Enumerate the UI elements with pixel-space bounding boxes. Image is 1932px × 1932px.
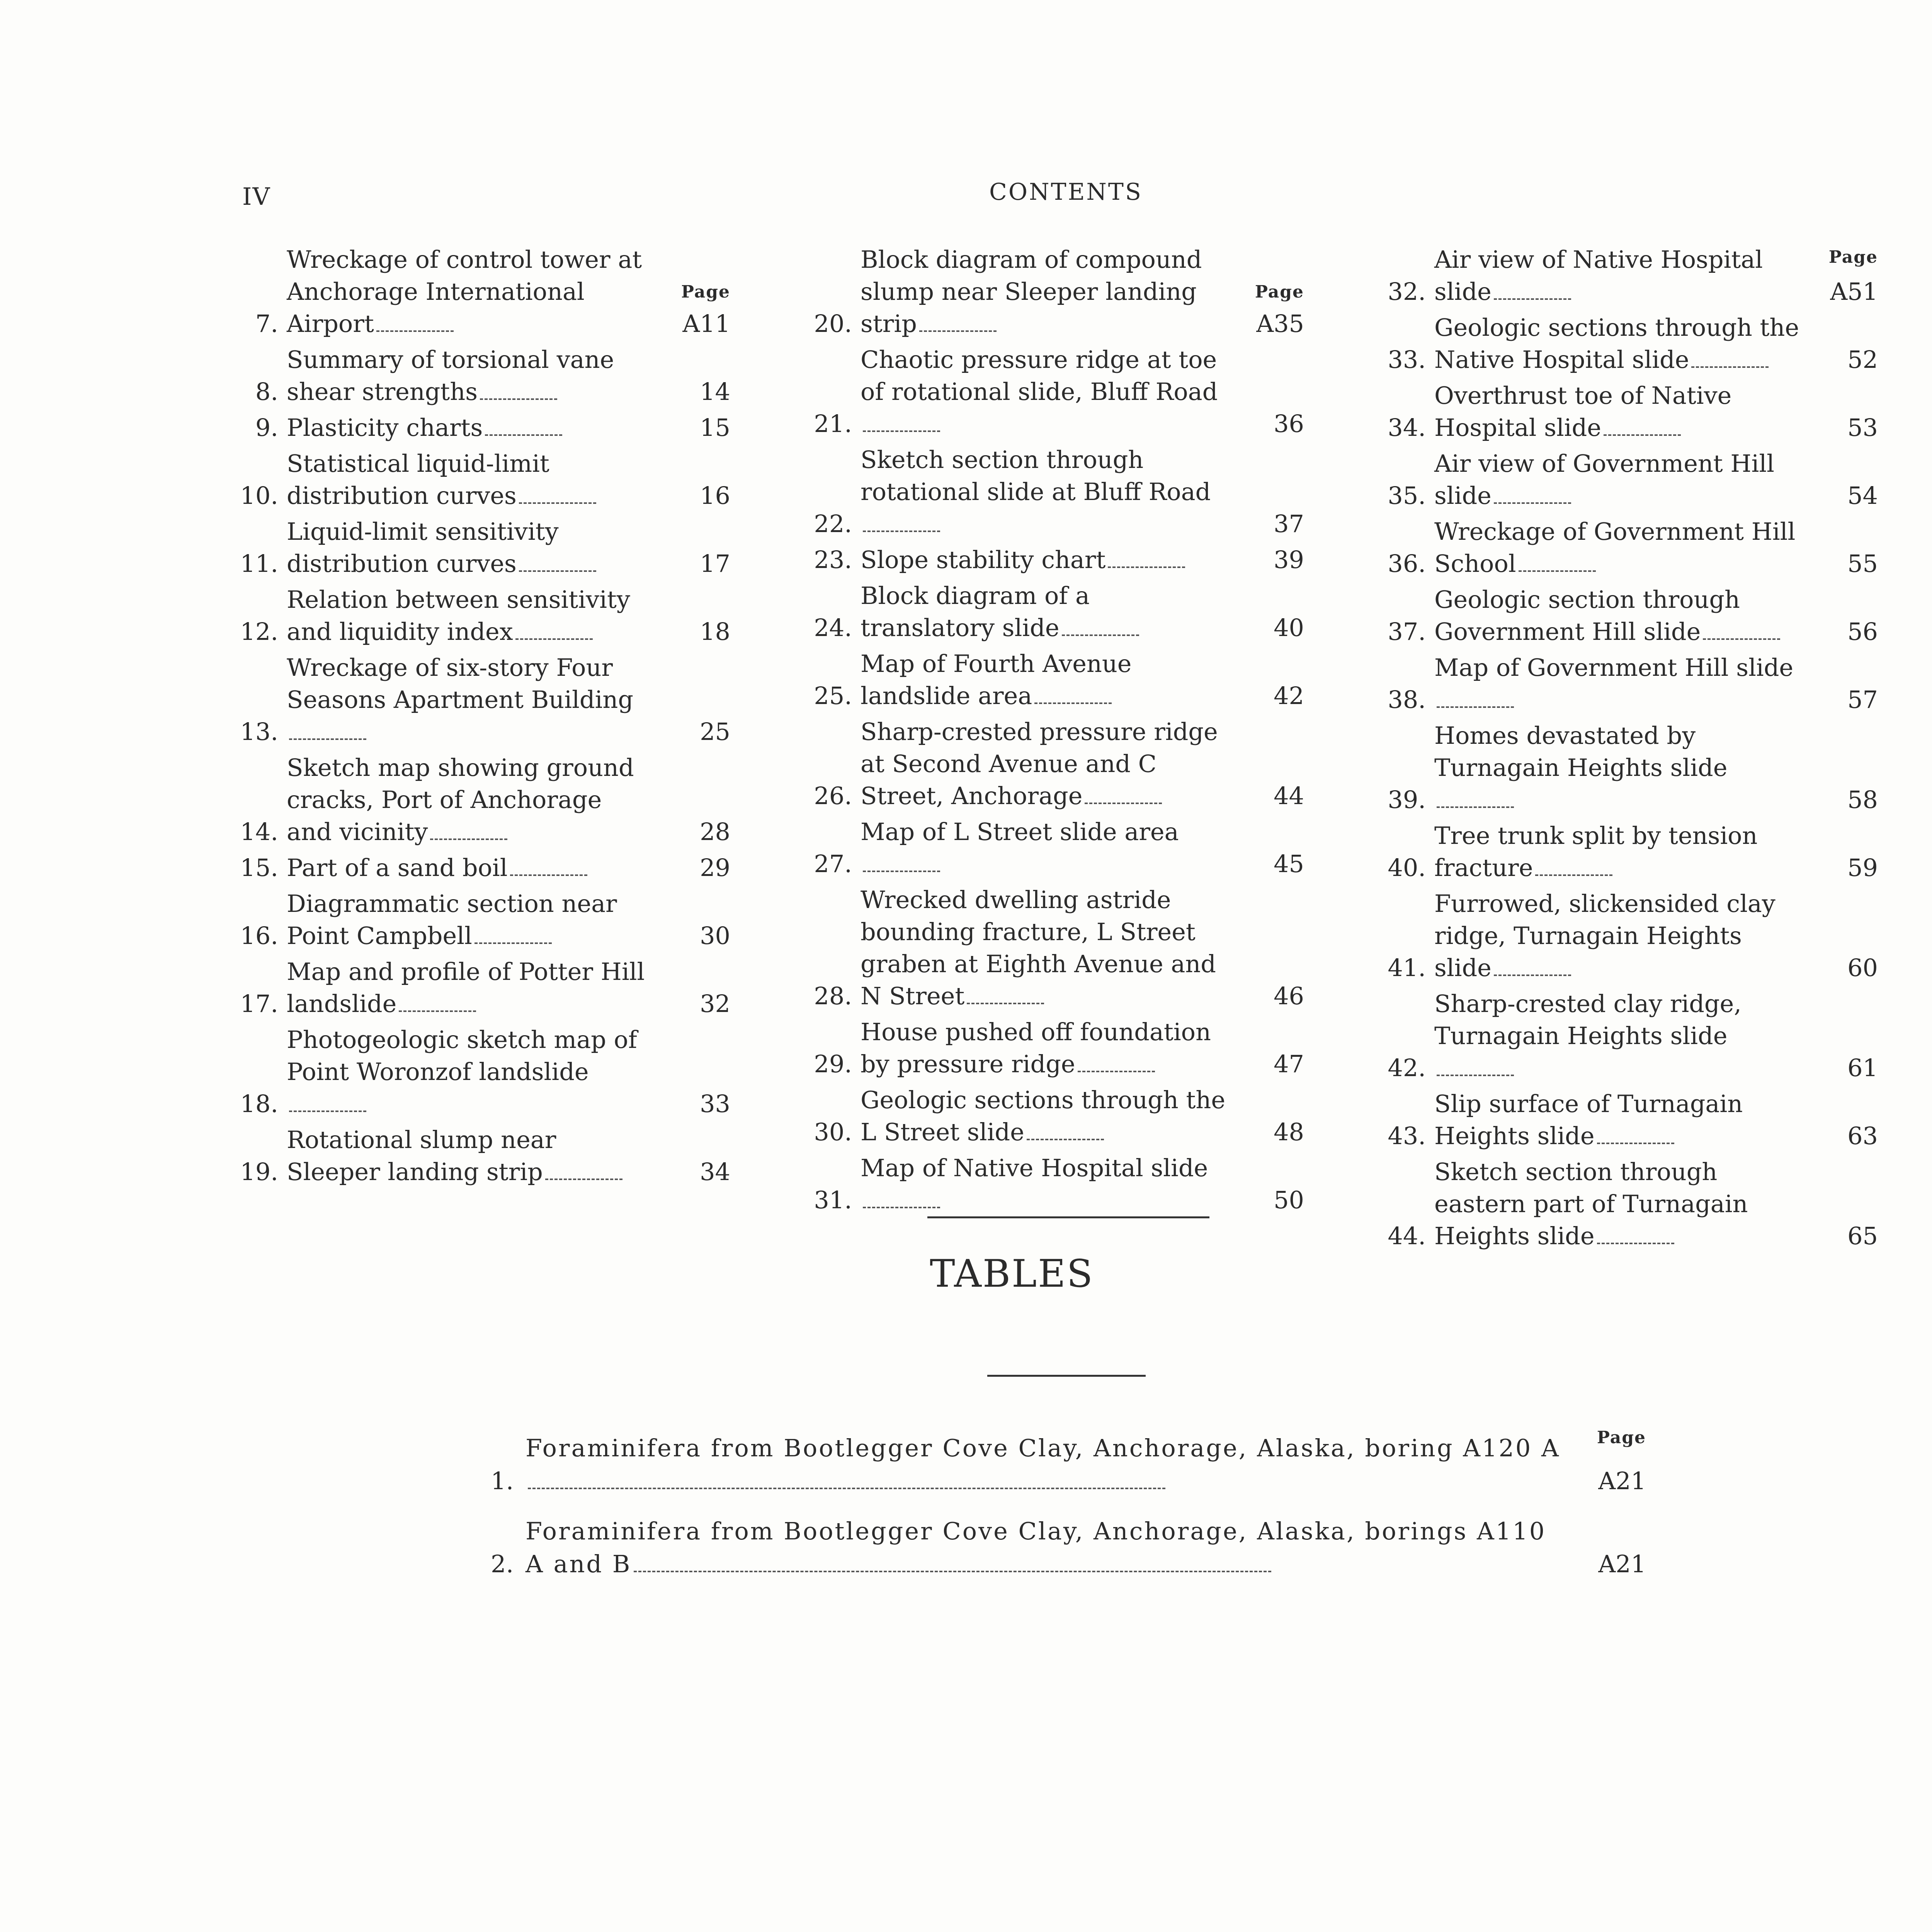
toc-entry[interactable]: [232, 1024, 730, 1120]
entry-title: Summary of torsional vane shear strengths: [287, 345, 614, 406]
leader-dots: [1494, 502, 1571, 504]
leader-dots: [485, 434, 562, 436]
entry-body: [1426, 1156, 1812, 1252]
entry-title: Air view of Government Hill slide: [1434, 449, 1774, 510]
leader-dots: [545, 1179, 622, 1180]
entry-body: [278, 583, 665, 648]
toc-entry[interactable]: [232, 447, 730, 512]
entry-body: [278, 752, 665, 848]
entry-page: 28: [700, 818, 730, 846]
entry-number: 18.: [240, 1090, 278, 1118]
entry-body: [278, 447, 665, 512]
entry-number: 8.: [255, 378, 278, 406]
leader-dots: [1494, 298, 1571, 300]
entry-page: 58: [1847, 786, 1878, 814]
entry-number: 35.: [1388, 481, 1426, 510]
entry-number: 42.: [1388, 1054, 1426, 1082]
entry-body: [278, 852, 665, 884]
entry-body: [278, 344, 665, 408]
entry-number: 14.: [240, 818, 278, 846]
page-column-label: Page: [1255, 282, 1304, 302]
entry-page: 45: [1274, 850, 1304, 878]
entry-page: 55: [1847, 549, 1878, 578]
entry-number: 23.: [814, 546, 852, 574]
leader-dots: [863, 871, 940, 872]
toc-entry[interactable]: [1379, 719, 1878, 816]
entry-title: Plasticity charts: [287, 413, 483, 442]
entry-page: 34: [700, 1158, 730, 1186]
entry-number: 33.: [1388, 345, 1426, 374]
entry-title: Sketch section through rotational slide at Bluff Road: [861, 446, 1211, 506]
entry-title: Sketch map showing ground cracks, Port of Anchorage and vicinity: [287, 753, 634, 846]
leader-dots: [1437, 706, 1514, 708]
entry-number: 16.: [240, 922, 278, 950]
entry-title: Tree trunk split by tension fracture: [1434, 821, 1758, 882]
toc-entry[interactable]: [232, 1124, 730, 1188]
entry-page: 53: [1847, 413, 1878, 442]
entry-number: 41.: [1388, 954, 1426, 982]
figures-column-2: [806, 243, 1304, 1220]
leader-dots: [1703, 638, 1780, 640]
entry-title: Block diagram of compound slump near Sleeper landing strip: [861, 245, 1202, 338]
toc-entry[interactable]: [1379, 515, 1878, 580]
toc-entry[interactable]: [806, 1084, 1304, 1148]
page-column-label: Page: [681, 282, 730, 302]
leader-dots: [1085, 803, 1162, 804]
entry-page: A35: [1256, 310, 1304, 338]
toc-entry[interactable]: [1379, 447, 1878, 512]
leader-dots: [1034, 702, 1112, 704]
entry-number: 40.: [1388, 854, 1426, 882]
leader-dots: [430, 838, 507, 840]
entry-number: 26.: [814, 782, 852, 810]
toc-entry[interactable]: [806, 444, 1304, 540]
entry-body: [278, 515, 665, 580]
entry-page: A51: [1830, 277, 1878, 306]
leader-dots: [1519, 570, 1596, 572]
entry-title: Block diagram of a translatory slide: [861, 582, 1090, 642]
entry-title: Wreckage of Government Hill School: [1434, 517, 1796, 578]
entry-body: [1426, 379, 1812, 444]
entry-number: 12.: [240, 617, 278, 646]
toc-entry[interactable]: [1379, 583, 1878, 648]
entry-body: [1426, 719, 1812, 816]
entry-body: [1426, 651, 1812, 716]
entry-page: 16: [700, 481, 730, 510]
entry-number: 32.: [1388, 277, 1426, 306]
entry-page: 33: [700, 1090, 730, 1118]
entry-number: 21.: [814, 410, 852, 438]
entry-number: 22.: [814, 510, 852, 538]
entry-title: Photogeologic sketch map of Point Woronzof landslide: [287, 1026, 637, 1086]
entry-title: Wreckage of six-story Four Seasons Apartment Building: [287, 653, 634, 714]
toc-entry[interactable]: [1379, 820, 1878, 884]
entry-title: Map of Fourth Avenue landslide area: [861, 650, 1132, 710]
toc-entry[interactable]: [232, 583, 730, 648]
entry-body: [852, 1084, 1238, 1148]
entry-body: [1426, 447, 1812, 512]
toc-entry[interactable]: [806, 884, 1304, 1012]
entry-title: Chaotic pressure ridge at toe of rotational slide, Bluff Road: [861, 345, 1218, 406]
toc-entry[interactable]: [1379, 311, 1878, 376]
page-column-label: Page: [1828, 247, 1878, 267]
entry-title: Relation between sensitivity and liquidity index: [287, 585, 630, 646]
leader-dots: [634, 1571, 1271, 1572]
toc-entry[interactable]: [232, 888, 730, 952]
entry-title: Air view of Native Hospital slide: [1434, 245, 1763, 306]
entry-body: [278, 243, 665, 340]
entry-body: [852, 1016, 1238, 1080]
entry-page: 61: [1847, 1054, 1878, 1082]
entry-title: Foraminifera from Bootlegger Cove Clay, Anchorage, Alaska, boring A120 A: [526, 1434, 1560, 1462]
toc-entry[interactable]: [806, 344, 1304, 440]
entry-number: 43.: [1388, 1122, 1426, 1150]
leader-dots: [376, 330, 454, 332]
entry-title: Furrowed, slickensided clay ridge, Turnagain Heights slide: [1434, 889, 1776, 982]
entry-title: Wreckage of control tower at Anchorage International Airport: [287, 245, 642, 338]
toc-entry[interactable]: [806, 544, 1304, 576]
running-head: CONTENTS: [989, 179, 1143, 206]
entry-body: [278, 1024, 665, 1120]
toc-entry[interactable]: [232, 852, 730, 884]
entry-page: 59: [1847, 854, 1878, 882]
entry-title: Homes devastated by Turnagain Heights slide: [1434, 721, 1728, 782]
entry-page: 56: [1847, 617, 1878, 646]
leader-dots: [1062, 634, 1139, 636]
leader-dots: [528, 1488, 1165, 1489]
entry-title: Map of Government Hill slide: [1434, 653, 1794, 682]
entry-page: 46: [1274, 982, 1304, 1010]
entry-title: Slip surface of Turnagain Heights slide: [1434, 1090, 1743, 1150]
page-number: IV: [242, 182, 271, 211]
table-entry[interactable]: [491, 1432, 1646, 1497]
entry-body: [278, 888, 665, 952]
leader-dots: [1597, 1243, 1674, 1244]
toc-entry[interactable]: [1379, 243, 1878, 308]
entry-number: 11.: [240, 549, 278, 578]
tables-heading: TABLES: [930, 1252, 1094, 1296]
entry-page: 37: [1274, 510, 1304, 538]
entry-title: Wrecked dwelling astride bounding fracture, L Street graben at Eighth Avenue and N Street: [861, 886, 1216, 1010]
entry-body: [1426, 515, 1812, 580]
figures-column-3: [1379, 243, 1878, 1256]
leader-dots: [1535, 874, 1612, 876]
leader-dots: [289, 738, 366, 740]
entry-page: A21: [1598, 1467, 1646, 1495]
leader-dots: [510, 874, 587, 876]
entry-body: [852, 580, 1238, 644]
entry-number: 1.: [491, 1467, 514, 1495]
entry-page: A11: [682, 310, 730, 338]
entry-number: 30.: [814, 1118, 852, 1146]
table-entry[interactable]: [491, 1515, 1646, 1580]
entry-title: Map of Native Hospital slide: [861, 1154, 1208, 1182]
leader-dots: [1604, 434, 1681, 436]
entry-page: 17: [700, 549, 730, 578]
entry-page: 47: [1274, 1050, 1304, 1078]
entry-body: [278, 1124, 665, 1188]
toc-entry[interactable]: [232, 752, 730, 848]
entry-number: 44.: [1388, 1222, 1426, 1250]
entry-body: [278, 651, 665, 748]
leader-dots: [515, 638, 593, 640]
entry-body: [852, 1152, 1238, 1216]
entry-page: 60: [1847, 954, 1878, 982]
entry-body: [852, 816, 1238, 880]
leader-dots: [1437, 1075, 1514, 1076]
entry-title: Sketch section through eastern part of Turnagain Heights slide: [1434, 1158, 1748, 1250]
toc-entry[interactable]: [232, 243, 730, 340]
leader-dots: [1494, 975, 1571, 976]
toc-entry[interactable]: [806, 716, 1304, 812]
entry-page: 15: [700, 413, 730, 442]
entry-body: [852, 243, 1238, 340]
entry-title: Map and profile of Potter Hill landslide: [287, 957, 645, 1018]
entry-page: 30: [700, 922, 730, 950]
entry-body: [1426, 1088, 1812, 1152]
entry-title: Diagrammatic section near Point Campbell: [287, 889, 617, 950]
entry-body: [526, 1432, 1596, 1497]
entry-number: 36.: [1388, 549, 1426, 578]
entry-page: 40: [1274, 614, 1304, 642]
entry-title: House pushed off foundation by pressure ridge: [861, 1018, 1211, 1078]
tables-list: [491, 1428, 1646, 1598]
entry-page: 65: [1847, 1222, 1878, 1250]
toc-entry[interactable]: [232, 515, 730, 580]
entry-number: 15.: [240, 854, 278, 882]
entry-number: 2.: [491, 1550, 514, 1578]
entry-title: Statistical liquid-limit distribution curves: [287, 449, 549, 510]
toc-entry[interactable]: [806, 243, 1304, 340]
entry-body: [852, 544, 1238, 576]
entry-number: 38.: [1388, 685, 1426, 714]
entry-title: Foraminifera from Bootlegger Cove Clay, Anchorage, Alaska, borings A110 A and B: [526, 1517, 1546, 1578]
entry-page: 42: [1274, 682, 1304, 710]
entry-title: Sharp-crested clay ridge, Turnagain Heights slide: [1434, 990, 1742, 1050]
entry-number: 20.: [814, 310, 852, 338]
entry-page: 25: [700, 718, 730, 746]
entry-title: Geologic sections through the Native Hospital slide: [1434, 313, 1799, 374]
figures-column-1: [232, 243, 730, 1192]
entry-body: [1426, 583, 1812, 648]
entry-page: 44: [1274, 782, 1304, 810]
entry-page: 52: [1847, 345, 1878, 374]
entry-page: 14: [700, 378, 730, 406]
entry-body: [278, 956, 665, 1020]
entry-number: 10.: [240, 481, 278, 510]
toc-entry[interactable]: [1379, 888, 1878, 984]
leader-dots: [1078, 1071, 1155, 1072]
entry-title: Geologic sections through the L Street slide: [861, 1086, 1226, 1146]
entry-number: 31.: [814, 1186, 852, 1214]
leader-dots: [1108, 566, 1185, 568]
leader-dots: [480, 398, 557, 400]
entry-body: [1426, 311, 1812, 376]
entry-number: 29.: [814, 1050, 852, 1078]
leader-dots: [863, 430, 940, 432]
entry-page: A21: [1598, 1550, 1646, 1578]
leader-dots: [399, 1010, 476, 1012]
entry-title: Part of a sand boil: [287, 854, 508, 882]
entry-title: Overthrust toe of Native Hospital slide: [1434, 381, 1732, 442]
leader-dots: [1597, 1143, 1674, 1144]
entry-number: 7.: [255, 310, 278, 338]
section-rule-bottom: [987, 1375, 1146, 1377]
entry-body: [852, 648, 1238, 712]
entry-number: 37.: [1388, 617, 1426, 646]
toc-entry[interactable]: [1379, 379, 1878, 444]
leader-dots: [1691, 366, 1769, 368]
entry-body: [1426, 988, 1812, 1084]
entry-title: Geologic section through Government Hill slide: [1434, 585, 1740, 646]
leader-dots: [863, 531, 940, 532]
entry-number: 25.: [814, 682, 852, 710]
toc-entry[interactable]: [806, 816, 1304, 880]
leader-dots: [1437, 806, 1514, 808]
leader-dots: [1027, 1139, 1104, 1140]
entry-page: 57: [1847, 685, 1878, 714]
entry-number: 19.: [240, 1158, 278, 1186]
entry-title: Rotational slump near Sleeper landing strip: [287, 1126, 556, 1186]
toc-entry[interactable]: [232, 344, 730, 408]
entry-page: 32: [700, 990, 730, 1018]
entry-body: [1426, 820, 1812, 884]
toc-entry[interactable]: [1379, 1156, 1878, 1252]
toc-entry[interactable]: [1379, 988, 1878, 1084]
leader-dots: [519, 502, 596, 504]
toc-entry[interactable]: [1379, 651, 1878, 716]
leader-dots: [519, 570, 596, 572]
toc-entry[interactable]: [806, 1152, 1304, 1216]
tables-page-label: Page: [1597, 1428, 1646, 1447]
toc-entry[interactable]: [806, 648, 1304, 712]
entry-page: 36: [1274, 410, 1304, 438]
entry-body: [1426, 888, 1812, 984]
leader-dots: [919, 330, 997, 332]
entry-page: 50: [1274, 1186, 1304, 1214]
entry-body: [852, 884, 1238, 1012]
entry-body: [278, 412, 665, 444]
entry-number: 34.: [1388, 413, 1426, 442]
entry-number: 24.: [814, 614, 852, 642]
section-rule-top: [927, 1216, 1209, 1218]
entry-number: 9.: [255, 413, 278, 442]
toc-entry[interactable]: [232, 651, 730, 748]
entry-body: [852, 716, 1238, 812]
toc-entry[interactable]: [232, 412, 730, 444]
entry-title: Map of L Street slide area: [861, 818, 1179, 846]
entry-number: 17.: [240, 990, 278, 1018]
entry-page: 29: [700, 854, 730, 882]
entry-body: [852, 444, 1238, 540]
toc-entry[interactable]: [806, 1016, 1304, 1080]
entry-number: 13.: [240, 718, 278, 746]
leader-dots: [474, 942, 552, 944]
entry-page: 39: [1274, 546, 1304, 574]
toc-entry[interactable]: [232, 956, 730, 1020]
entry-page: 18: [700, 617, 730, 646]
leader-dots: [289, 1111, 366, 1112]
entry-title: Slope stability chart: [861, 546, 1106, 574]
entry-title: Liquid-limit sensitivity distribution curves: [287, 517, 559, 578]
entry-number: 27.: [814, 850, 852, 878]
entry-number: 39.: [1388, 786, 1426, 814]
entry-page: 54: [1847, 481, 1878, 510]
entry-page: 48: [1274, 1118, 1304, 1146]
leader-dots: [863, 1207, 940, 1208]
toc-entry[interactable]: [1379, 1088, 1878, 1152]
leader-dots: [967, 1003, 1044, 1004]
entry-body: [526, 1515, 1596, 1580]
entry-number: 28.: [814, 982, 852, 1010]
entry-body: [1426, 243, 1812, 308]
entry-page: 63: [1847, 1122, 1878, 1150]
entry-body: [852, 344, 1238, 440]
toc-entry[interactable]: [806, 580, 1304, 644]
entry-title: Sharp-crested pressure ridge at Second Avenue and C Street, Anchorage: [861, 718, 1218, 810]
